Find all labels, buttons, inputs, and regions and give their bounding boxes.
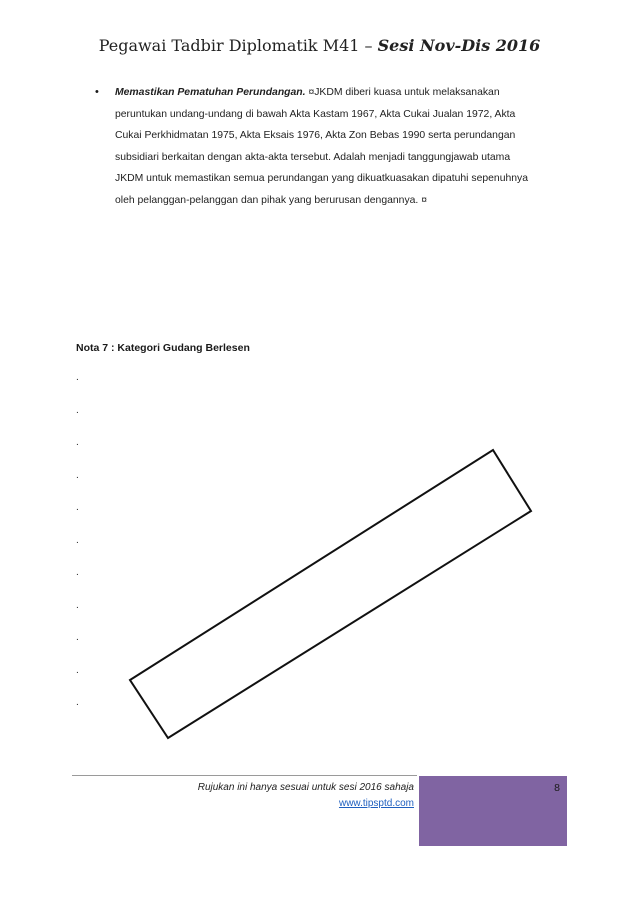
bullet-lead: Memastikan Pematuhan Perundangan. [115,87,306,98]
list-item: . [76,697,79,708]
list-item: . [76,632,79,643]
bullet-marker: • [95,86,99,98]
footer-divider [72,775,417,776]
footer-link[interactable]: www.tipsptd.com [338,798,414,809]
list-item: . [76,469,79,481]
list-item: . [76,404,79,416]
header-title: Pegawai Tadbir Diplomatik M41 – [98,36,378,55]
bullet-line: JKDM untuk memastikan semua perundangan yang dikuatkuasakan dipatuhi sepenuhnya [115,173,529,184]
list-item: . [76,534,79,546]
page-number: 8 [554,782,560,794]
bullet-line-text: ¤JKDM diberi kuasa untuk melaksanakan [308,87,500,98]
rotated-rectangle-shape [130,450,531,738]
bullet-line: Cukai Perkhidmatan 1975, Akta Eksais 1976, Akta Zon Bebas 1990 serta perundangan [115,130,516,141]
list-item: . [76,664,79,676]
page-header [0,36,639,55]
header-session: Sesi Nov-Dis 2016 [377,36,541,55]
bullet-line [115,82,565,104]
list-item: . [76,567,79,578]
list-item: . [76,502,79,513]
bullet-line: oleh pelanggan-pelanggan dan pihak yang berurusan dengannya. ¤ [115,194,427,206]
section-title: Nota 7 : Kategori Gudang Berlesen [76,342,250,354]
bullet-line: peruntukan undang-undang di bawah Akta Kastam 1967, Akta Cukai Jualan 1972, Akta [115,108,516,120]
footer-note: Rujukan ini hanya sesuai untuk sesi 2016 sahaja [197,782,414,793]
bullet-text [115,82,565,211]
dot-list [76,372,79,730]
list-item: . [76,372,79,383]
list-item: . [76,599,79,611]
footer [130,780,414,812]
list-item: . [76,437,79,448]
page-number-box [419,776,567,846]
bullet-line: subsidiari berkaitan dengan akta-akta tersebut. Adalah menjadi tanggungjawab utama [115,151,511,163]
